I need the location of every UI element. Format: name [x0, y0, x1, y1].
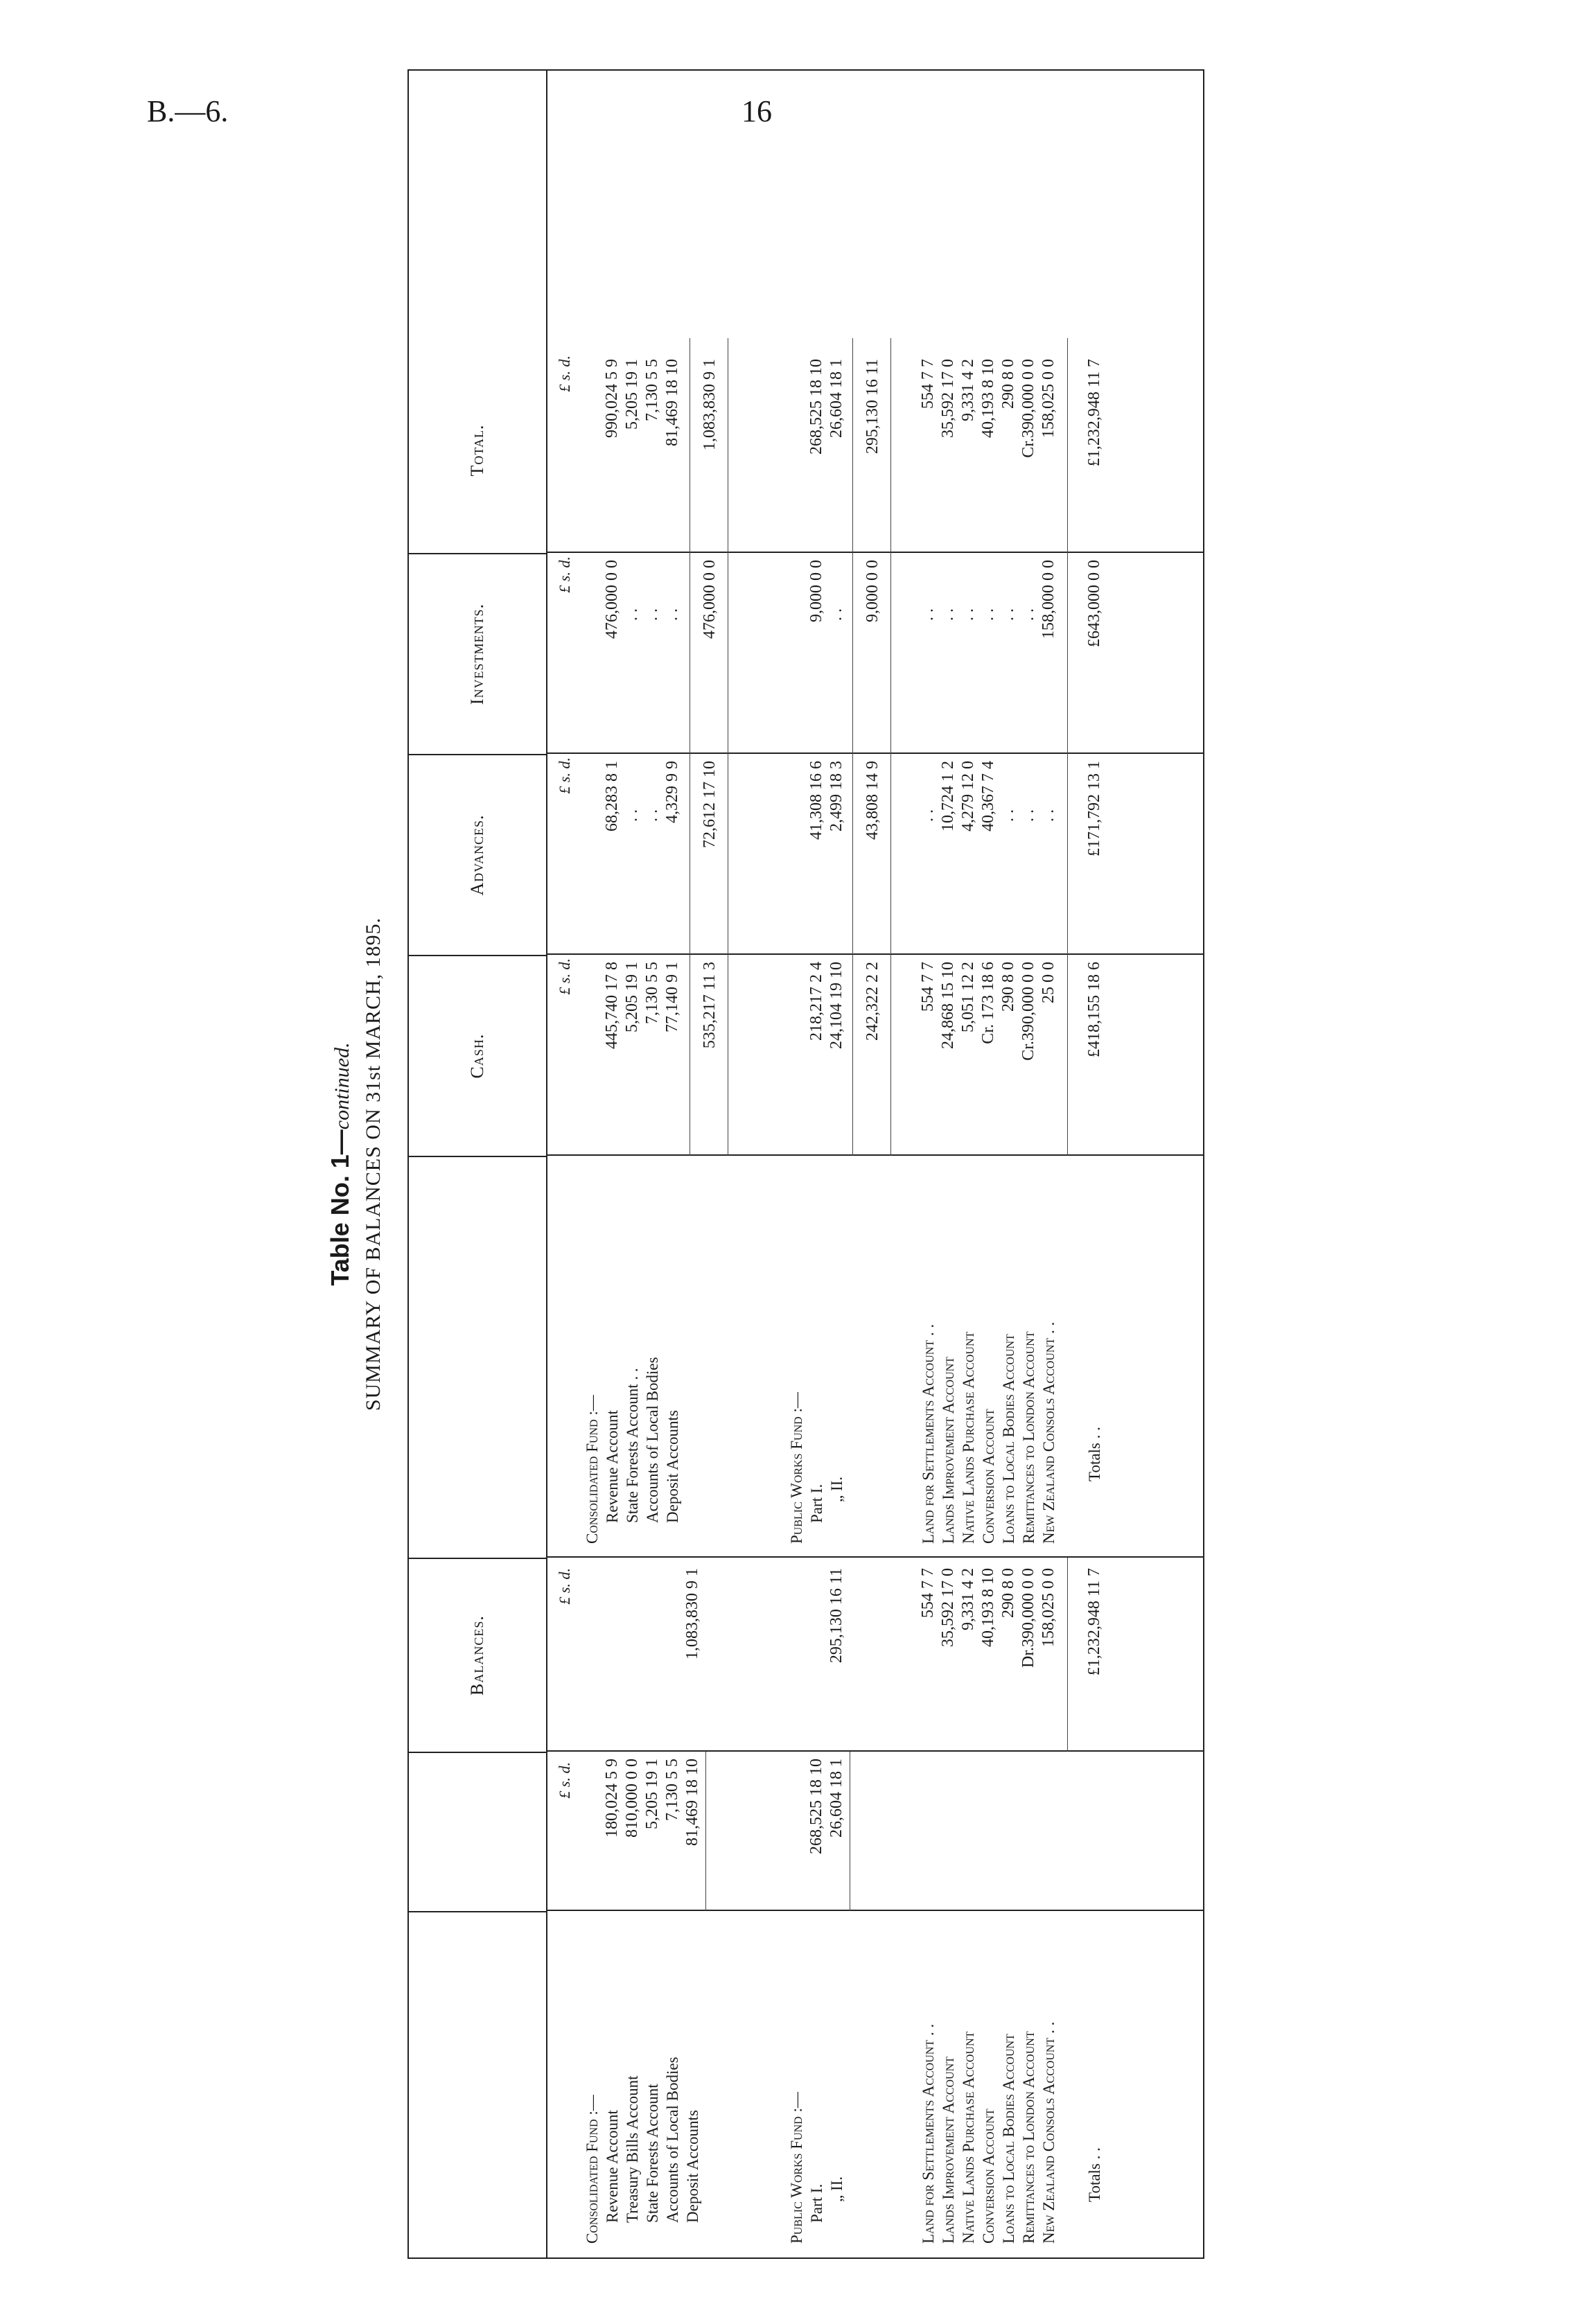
left-account-balance: 290 8 0: [999, 1568, 1017, 1618]
left-account-balance: 158,025 0 0: [1039, 1568, 1057, 1647]
right-account-advances: 4,279 12 0: [959, 761, 977, 831]
right-consolidated-cash: 7,130 5 5: [643, 962, 661, 1024]
right-public-works-cash: 218,217 2 4: [807, 962, 825, 1041]
right-consolidated-subtotal-total: 1,083,830 9 1: [701, 359, 719, 450]
right-account-label: Conversion Account: [980, 1409, 997, 1544]
left-consolidated-item: Treasury Bills Account: [624, 2075, 641, 2223]
rule-v7: [547, 552, 1203, 553]
right-consolidated-cash: 77,140 9 1: [663, 962, 681, 1032]
left-consolidated-amount: 180,024 5 9: [603, 1759, 621, 1838]
right-public-works-total: 268,525 18 10: [807, 359, 825, 455]
right-consolidated-item: Revenue Account: [604, 1410, 621, 1523]
rule-right-public-works-bottom: [890, 338, 891, 1156]
left-account-label: New Zealand Consols Account . .: [1040, 2021, 1057, 2244]
right-public-works-subtotal-total: 295,130 16 11: [863, 359, 881, 455]
right-consolidated-investments: . .: [663, 608, 681, 621]
units-balances: £ s. d.: [556, 1568, 573, 1605]
page-number: 16: [741, 94, 772, 128]
right-account-label: Land for Settlements Account . .: [920, 1323, 937, 1544]
rule-v2: [547, 1750, 1203, 1752]
left-consolidated-item: State Forests Account: [644, 2084, 661, 2223]
right-consolidated-total: 5,205 19 1: [623, 359, 641, 430]
right-account-advances: . .: [1019, 809, 1037, 822]
right-totals-cash: £418,155 18 6: [1085, 962, 1103, 1057]
header-blank-right: [409, 1156, 547, 1558]
right-consolidated-advances: 4,329 9 9: [663, 761, 681, 823]
left-account-balance: 35,592 17 0: [939, 1568, 957, 1647]
right-consolidated-item: Accounts of Local Bodies: [644, 1357, 661, 1523]
right-account-total: 40,193 8 10: [979, 359, 997, 438]
right-public-works-cash: 24,104 19 10: [827, 962, 845, 1049]
right-totals-label: Totals . .: [1086, 1427, 1103, 1481]
units-advances: £ s. d.: [556, 757, 573, 794]
left-consolidated-balance: 1,083,830 9 1: [683, 1568, 701, 1660]
left-public-works-amount: 26,604 18 1: [827, 1759, 845, 1838]
right-consolidated-subtotal-cash: 535,217 11 3: [701, 962, 719, 1049]
right-public-works-investments: . .: [827, 608, 845, 621]
rule-v3: [547, 1556, 1203, 1558]
right-consolidated-investments: . .: [643, 608, 661, 621]
page-reference: B.—6.: [147, 94, 229, 128]
right-account-total: 290 8 0: [999, 359, 1017, 409]
right-account-cash: 25 0 0: [1039, 962, 1057, 1003]
right-account-investments: . .: [959, 608, 977, 621]
right-public-works-subtotal-investments: 9,000 0 0: [863, 560, 881, 622]
left-account-label: Native Lands Purchase Account: [960, 2031, 977, 2244]
balances-summary-table: [407, 69, 1204, 2259]
right-account-advances: . .: [919, 809, 937, 822]
right-account-advances: 10,724 1 2: [939, 761, 957, 831]
right-public-works-advances: 41,308 16 6: [807, 761, 825, 840]
right-account-advances: . .: [999, 809, 1017, 822]
rule-right-public-works-top: [852, 338, 853, 1156]
header-cash: Cash.: [409, 955, 547, 1156]
header-total-label: Total.: [467, 424, 487, 477]
right-account-cash: Cr.390,000 0 0: [1019, 962, 1037, 1061]
left-consolidated-amount: 810,000 0 0: [623, 1759, 641, 1838]
right-account-label: New Zealand Consols Account . .: [1040, 1321, 1057, 1544]
right-account-label: Native Lands Purchase Account: [960, 1331, 977, 1544]
right-consolidated-advances: . .: [623, 809, 641, 822]
rule-right-accounts: [1067, 338, 1068, 1156]
right-account-cash: 24,868 15 10: [939, 962, 957, 1049]
table-title-main: Table No. 1—: [326, 1129, 354, 1286]
right-account-cash: 5,051 12 2: [959, 962, 977, 1032]
left-account-label: Remittances to London Account: [1020, 2031, 1037, 2244]
left-public-works-item: „ II.: [828, 2176, 845, 2202]
right-public-works-heading: Public Works Fund :—: [788, 1392, 805, 1544]
header-blank-amounts: [409, 1752, 547, 1911]
right-account-investments: . .: [919, 608, 937, 621]
right-account-total: Cr.390,000 0 0: [1019, 359, 1037, 458]
header-blank-left: [409, 1911, 547, 2257]
right-account-investments: . .: [999, 608, 1017, 621]
rule-v4: [547, 1154, 1203, 1156]
right-totals-total: £1,232,948 11 7: [1085, 359, 1103, 467]
right-consolidated-heading: Consolidated Fund :—: [583, 1395, 601, 1544]
units-investments: £ s. d.: [556, 556, 573, 593]
right-consolidated-advances: 68,283 8 1: [603, 761, 621, 831]
rule-left-accounts: [1067, 1558, 1068, 1752]
left-account-label: Loans to Local Bodies Account: [1000, 2034, 1017, 2244]
left-consolidated-heading: Consolidated Fund :—: [583, 2095, 601, 2244]
table-title-continued: continued.: [331, 1042, 353, 1130]
right-public-works-subtotal-cash: 242,322 2 2: [863, 962, 881, 1041]
left-public-works-amount: 268,525 18 10: [807, 1759, 825, 1854]
header-advances: Advances.: [409, 754, 547, 955]
units-total: £ s. d.: [556, 355, 573, 392]
right-account-label: Loans to Local Bodies Account: [1000, 1334, 1017, 1544]
right-public-works-subtotal-advances: 43,808 14 9: [863, 761, 881, 840]
rule-v6: [547, 752, 1203, 754]
left-account-balance: Dr.390,000 0 0: [1019, 1568, 1037, 1668]
left-consolidated-amount: 7,130 5 5: [663, 1759, 681, 1821]
right-account-label: Lands Improvement Account: [940, 1357, 957, 1544]
right-totals-advances: £171,792 13 1: [1085, 761, 1103, 856]
right-public-works-advances: 2,499 18 3: [827, 761, 845, 831]
left-account-label: Land for Settlements Account . .: [920, 2023, 937, 2244]
right-consolidated-total: 7,130 5 5: [643, 359, 661, 421]
rotated-table-container: [326, 55, 1254, 2273]
right-account-total: 35,592 17 0: [939, 359, 957, 438]
right-account-total: 158,025 0 0: [1039, 359, 1057, 438]
left-account-balance: 9,331 4 2: [959, 1568, 977, 1630]
right-account-cash: 554 7 7: [919, 962, 937, 1012]
header-investments: Investments.: [409, 553, 547, 754]
left-totals-balance: £1,232,948 11 7: [1085, 1568, 1103, 1676]
left-consolidated-item: Deposit Accounts: [684, 2110, 701, 2223]
right-public-works-total: 26,604 18 1: [827, 359, 845, 438]
right-account-total: 9,331 4 2: [959, 359, 977, 421]
rule-v1: [547, 1910, 1203, 1911]
right-account-cash: Cr. 173 18 6: [979, 962, 997, 1044]
right-account-investments: . .: [1019, 608, 1037, 621]
right-totals-investments: £643,000 0 0: [1085, 560, 1103, 647]
right-consolidated-item: Deposit Accounts: [664, 1410, 681, 1523]
right-consolidated-total: 990,024 5 9: [603, 359, 621, 438]
right-public-works-item: Part I.: [808, 1484, 825, 1523]
left-consolidated-item: Accounts of Local Bodies: [664, 2057, 681, 2223]
right-account-advances: . .: [1039, 809, 1057, 822]
left-consolidated-amount: 81,469 18 10: [683, 1759, 701, 1846]
right-account-total: 554 7 7: [919, 359, 937, 409]
left-account-label: Lands Improvement Account: [940, 2057, 957, 2244]
header-total: [409, 71, 547, 553]
right-consolidated-cash: 5,205 19 1: [623, 962, 641, 1032]
right-account-cash: 290 8 0: [999, 962, 1017, 1012]
right-consolidated-investments: 476,000 0 0: [603, 560, 621, 639]
right-account-label: Remittances to London Account: [1020, 1331, 1037, 1544]
right-consolidated-item: State Forests Account . .: [624, 1368, 641, 1523]
rule-left-consolidated: [705, 1752, 706, 1911]
right-consolidated-investments: . .: [623, 608, 641, 621]
right-account-investments: 158,000 0 0: [1039, 560, 1057, 639]
right-consolidated-advances: . .: [643, 809, 661, 822]
left-totals-label: Totals . .: [1086, 2147, 1103, 2202]
right-consolidated-cash: 445,740 17 8: [603, 962, 621, 1049]
right-public-works-investments: 9,000 0 0: [807, 560, 825, 622]
right-consolidated-subtotal-advances: 72,612 17 10: [701, 761, 719, 848]
right-consolidated-total: 81,469 18 10: [663, 359, 681, 446]
left-consolidated-amount: 5,205 19 1: [643, 1759, 661, 1829]
left-public-works-heading: Public Works Fund :—: [788, 2092, 805, 2244]
right-account-advances: 40,367 7 4: [979, 761, 997, 831]
header-balances: Balances.: [409, 1558, 547, 1752]
right-account-investments: . .: [979, 608, 997, 621]
left-account-balance: 554 7 7: [919, 1568, 937, 1618]
left-public-works-balance: 295,130 16 11: [827, 1568, 845, 1664]
right-account-investments: . .: [939, 608, 957, 621]
left-account-label: Conversion Account: [980, 2109, 997, 2244]
table-subtitle: SUMMARY OF BALANCES ON 31st MARCH, 1895.: [362, 917, 385, 1411]
table-title: [326, 55, 355, 2273]
rule-v5: [547, 953, 1203, 955]
left-public-works-item: Part I.: [808, 2183, 825, 2223]
right-public-works-item: „ II.: [828, 1476, 845, 1502]
right-consolidated-subtotal-investments: 476,000 0 0: [701, 560, 719, 639]
left-account-balance: 40,193 8 10: [979, 1568, 997, 1647]
left-consolidated-item: Revenue Account: [604, 2110, 621, 2223]
units-cash: £ s. d.: [556, 958, 573, 995]
units-amounts: £ s. d.: [556, 1762, 573, 1799]
